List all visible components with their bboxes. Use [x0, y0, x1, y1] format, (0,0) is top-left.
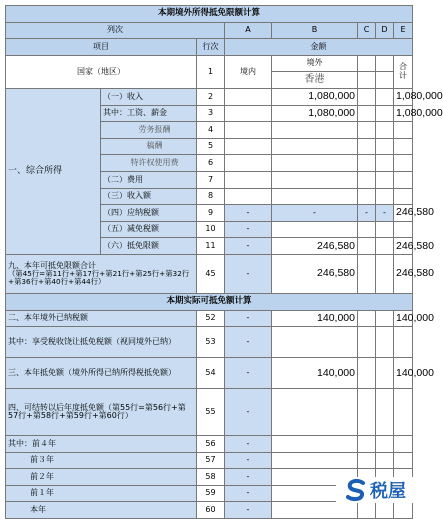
cell-d	[376, 105, 394, 122]
cell-d	[376, 88, 394, 105]
s-logo-icon	[344, 478, 368, 502]
cell-c	[358, 327, 376, 358]
total-label: 合计	[394, 55, 413, 88]
cell-e	[394, 436, 413, 453]
col-b-header: B	[272, 22, 358, 39]
cell-a	[225, 171, 272, 188]
cell-b	[272, 327, 358, 358]
column-label: 列次	[6, 22, 225, 39]
cell-e: 1,080,000	[394, 88, 413, 105]
cell-b	[272, 188, 358, 205]
cell-a: -	[225, 389, 272, 436]
cell-b: 246,580	[272, 238, 358, 255]
table-row	[6, 310, 413, 327]
cell-a: -	[225, 358, 272, 389]
cell-a	[225, 122, 272, 139]
cell-d	[376, 327, 394, 358]
cell-e	[394, 327, 413, 358]
cell-c	[358, 88, 376, 105]
row-number: 11	[197, 238, 225, 255]
cell-b: -	[272, 205, 358, 222]
row-item-label: 其中：工资、薪金	[101, 105, 197, 122]
table-row	[6, 389, 413, 436]
row-number: 52	[197, 310, 225, 327]
amount-header: 金额	[225, 39, 413, 56]
row-45-e: 246,580	[394, 254, 413, 293]
cell-c	[358, 188, 376, 205]
cell-a: -	[225, 502, 272, 519]
cell-b	[272, 502, 358, 519]
cell-c	[358, 221, 376, 238]
row-45-label	[6, 254, 197, 293]
row-item-label: （五）减免税额	[101, 221, 197, 238]
row-item-label: 其中：享受税收饶让抵免税额（视同境外已纳）	[6, 327, 197, 358]
cell-b	[272, 221, 358, 238]
row-item-label: 三、本年抵免额（境外所得已纳所得税抵免额）	[6, 358, 197, 389]
cell-e: 140,000	[394, 358, 413, 389]
tax-credit-table	[5, 5, 443, 519]
cell-a	[225, 138, 272, 155]
cell-e	[394, 452, 413, 469]
cell-c	[358, 502, 376, 519]
cell-b	[272, 389, 358, 436]
shuiwu-logo	[336, 477, 414, 503]
cell-c	[358, 436, 376, 453]
cell-a	[225, 88, 272, 105]
col-d-header: D	[376, 22, 394, 39]
table-row	[6, 502, 413, 519]
row-number: 10	[197, 221, 225, 238]
cell-a: -	[225, 221, 272, 238]
cell-e: 246,580	[394, 205, 413, 222]
cell-a: -	[225, 238, 272, 255]
top-rows	[6, 88, 443, 254]
cell-a: -	[225, 452, 272, 469]
row-number: 57	[197, 452, 225, 469]
row-number: 9	[197, 205, 225, 222]
cell-e: 246,580	[394, 238, 413, 255]
cell-b	[272, 171, 358, 188]
cell-d	[376, 188, 394, 205]
cell-b	[272, 452, 358, 469]
row-number: 4	[197, 122, 225, 139]
col-c-header: C	[358, 22, 376, 39]
cell-d: -	[376, 205, 394, 222]
table-row	[6, 358, 413, 389]
cell-c	[358, 138, 376, 155]
cell-b: 140,000	[272, 310, 358, 327]
cell-e	[394, 188, 413, 205]
cell-d	[376, 452, 394, 469]
cell-a	[225, 105, 272, 122]
cell-d	[376, 238, 394, 255]
table-row	[6, 436, 413, 453]
row-number: 55	[197, 389, 225, 436]
cell-c	[358, 171, 376, 188]
cell-b: 1,080,000	[272, 88, 358, 105]
country-hk: 香港	[272, 72, 358, 89]
cell-e	[394, 502, 413, 519]
row-item-label: 特许权使用费	[101, 155, 197, 172]
row-45-b: 246,580	[272, 254, 358, 293]
row-item-label: 稿酬	[101, 138, 197, 155]
row-45-formula: （第45行=第11行+第17行+第21行+第25行+第32行+第36行+第40行+第44行）	[8, 269, 190, 287]
row-number: 5	[197, 138, 225, 155]
cell-e: 140,000	[394, 310, 413, 327]
cell-d	[376, 171, 394, 188]
row-number: 3	[197, 105, 225, 122]
cell-d	[376, 310, 394, 327]
row-45-title: 九、本年可抵免限额合计	[8, 261, 96, 271]
cell-d	[376, 502, 394, 519]
row-item-label: 前２年	[6, 469, 197, 486]
cell-c	[358, 389, 376, 436]
row-item-label: （一）收入	[101, 88, 197, 105]
section-1-label: 一、综合所得	[6, 88, 101, 254]
cell-e	[394, 122, 413, 139]
cell-a: -	[225, 327, 272, 358]
section-title-bottom: 本期实际可抵免额计算	[6, 293, 413, 310]
cell-c	[358, 122, 376, 139]
section-title-top: 本期境外所得抵免限额计算	[6, 6, 413, 23]
cell-c	[358, 310, 376, 327]
cell-b	[272, 138, 358, 155]
table-row	[6, 327, 413, 358]
row-item-label: 前３年	[6, 452, 197, 469]
cell-e: 1,080,000	[394, 105, 413, 122]
cell-b	[272, 122, 358, 139]
cell-a: -	[225, 469, 272, 486]
cell-e	[394, 389, 413, 436]
row-number: 6	[197, 155, 225, 172]
row-item-label: 二、本年境外已纳税额	[6, 310, 197, 327]
cell-a	[225, 155, 272, 172]
cell-c	[358, 238, 376, 255]
item-header: 项目	[6, 39, 197, 56]
cell-e	[394, 155, 413, 172]
table-row	[6, 452, 413, 469]
cell-a: -	[225, 205, 272, 222]
cell-a	[225, 188, 272, 205]
cell-b: 140,000	[272, 358, 358, 389]
logo-text: 税屋	[370, 481, 406, 502]
cell-b: 1,080,000	[272, 105, 358, 122]
row-item-label: （二）费用	[101, 171, 197, 188]
row-45-a: -	[225, 254, 272, 293]
cell-a: -	[225, 485, 272, 502]
domestic-label: 境内	[225, 55, 272, 88]
row-number: 8	[197, 188, 225, 205]
cell-c	[358, 155, 376, 172]
cell-d	[376, 122, 394, 139]
row-number: 56	[197, 436, 225, 453]
row-item-label: 四、可结转以后年度抵免额（第55行=第56行+第57行+第58行+第59行+第60行）	[6, 389, 197, 436]
cell-c	[358, 452, 376, 469]
rownum-header: 行次	[197, 39, 225, 56]
cell-d	[376, 138, 394, 155]
col-e-header: E	[394, 22, 413, 39]
cell-d	[376, 221, 394, 238]
cell-c	[358, 105, 376, 122]
cell-d	[376, 389, 394, 436]
cell-d	[376, 358, 394, 389]
row-number: 53	[197, 327, 225, 358]
row-item-label: 前１年	[6, 485, 197, 502]
cell-c	[358, 358, 376, 389]
cell-b	[272, 436, 358, 453]
country-rownum: 1	[197, 55, 225, 88]
cell-d	[376, 155, 394, 172]
row-item-label: （四）应纳税额	[101, 205, 197, 222]
cell-e	[394, 138, 413, 155]
cell-c: -	[358, 205, 376, 222]
cell-e	[394, 221, 413, 238]
country-label: 国家（地区）	[6, 55, 197, 88]
row-item-label: 劳务报酬	[101, 122, 197, 139]
row-item-label: 本年	[6, 502, 197, 519]
row-number: 2	[197, 88, 225, 105]
row-item-label: 其中：前４年	[6, 436, 197, 453]
row-item-label: （三）收入额	[101, 188, 197, 205]
row-45-num: 45	[197, 254, 225, 293]
cell-a: -	[225, 436, 272, 453]
cell-e	[394, 171, 413, 188]
col-a-header: A	[225, 22, 272, 39]
cell-d	[376, 436, 394, 453]
row-item-label: （六）抵免限额	[101, 238, 197, 255]
row-number: 7	[197, 171, 225, 188]
row-number: 54	[197, 358, 225, 389]
row-number: 59	[197, 485, 225, 502]
cell-b	[272, 155, 358, 172]
table-row	[6, 88, 413, 105]
overseas-label: 境外	[272, 55, 358, 72]
cell-a: -	[225, 310, 272, 327]
row-number: 60	[197, 502, 225, 519]
row-number: 58	[197, 469, 225, 486]
